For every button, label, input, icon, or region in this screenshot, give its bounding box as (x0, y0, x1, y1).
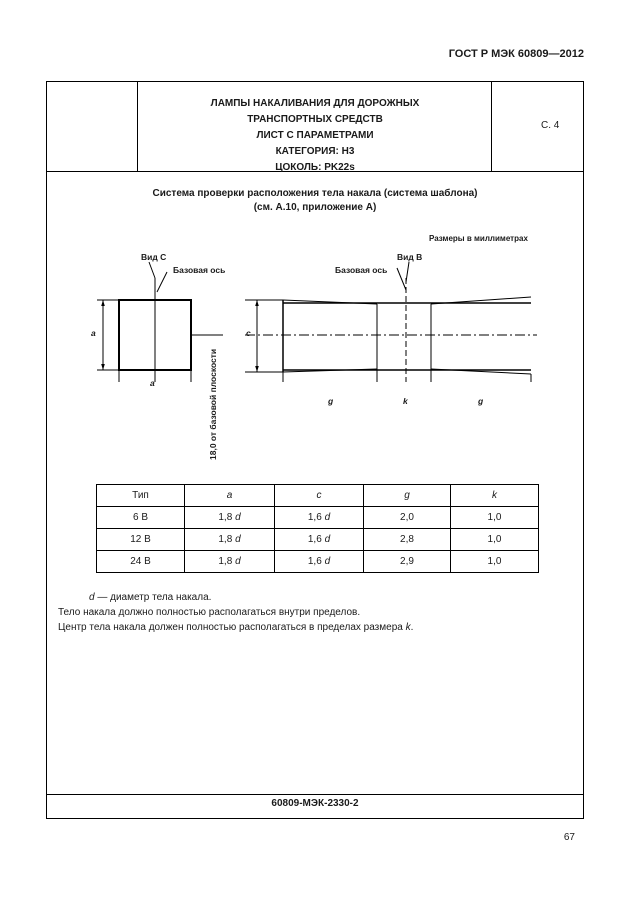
header-g: g (364, 485, 451, 507)
cell-a (185, 507, 275, 529)
note-text: Центр тела накала должен полностью располагаться в пределах размера (58, 622, 406, 633)
page-ref: С. 4 (541, 120, 560, 131)
view-b-label: Вид В (397, 252, 423, 262)
title-line: КАТЕГОРИЯ: Н3 (275, 146, 355, 157)
cell-type: 6 В (97, 507, 185, 529)
dim-a-horizontal-label: a (150, 378, 155, 388)
title-line: ЦОКОЛЬ: PK22s (275, 162, 355, 173)
note-line (58, 590, 413, 605)
header-a: a (185, 485, 275, 507)
dim-a-vertical-label: a (91, 328, 96, 338)
note-line (58, 620, 413, 635)
cell-k: 1,0 (451, 507, 539, 529)
cell-a-number: 1,8 (218, 556, 236, 567)
dim-c-label: c (246, 328, 251, 338)
notes (58, 590, 413, 635)
parameters-table (96, 484, 539, 573)
cell-c-number: 1,6 (307, 512, 325, 523)
reference-plane-label: 18,0 от базовой плоскости (208, 348, 218, 460)
cell-c (275, 551, 364, 573)
cell-k: 1,0 (451, 551, 539, 573)
standard-number: ГОСТ Р МЭК 60809—2012 (448, 48, 584, 60)
title-line: ЛАМПЫ НАКАЛИВАНИЯ ДЛЯ ДОРОЖНЫХ (210, 98, 420, 109)
dim-k-label: k (403, 396, 408, 406)
sheet-frame (46, 81, 584, 819)
page-number: 67 (563, 832, 575, 843)
cell-a-variable: d (235, 556, 241, 567)
cell-c-number: 1,6 (307, 534, 325, 545)
note-line: Тело накала должно полностью располагаться внутри пределов. (58, 607, 361, 618)
cell-c-variable: d (324, 534, 331, 545)
table-header-row (97, 485, 539, 507)
base-axis-label-right: Базовая ось (335, 265, 388, 275)
cell-a (185, 551, 275, 573)
cell-type: 24 В (97, 551, 185, 573)
cell-c-variable: d (324, 556, 331, 567)
cell-c (275, 507, 364, 529)
note-variable: d (89, 592, 95, 603)
header-k: k (451, 485, 539, 507)
view-c-label: Вид С (141, 252, 167, 262)
cell-a (185, 529, 275, 551)
sheet-code: 60809-МЭК-2330-2 (271, 798, 359, 809)
note-text: — диаметр тела накала. (94, 592, 212, 603)
cell-a-variable: d (235, 534, 241, 545)
table-row (97, 507, 539, 529)
cell-c-variable: d (324, 512, 331, 523)
base-axis-label-left: Базовая ось (173, 265, 226, 275)
table-row (97, 551, 539, 573)
cell-c-number: 1,6 (307, 556, 325, 567)
cell-g: 2,8 (364, 529, 451, 551)
cell-a-variable: d (235, 512, 241, 523)
subtitle-line: (см. А.10, приложение А) (253, 202, 377, 213)
header-type: Тип (97, 485, 185, 507)
units-note: Размеры в миллиметрах (429, 234, 528, 243)
dim-g-right-label: g (478, 396, 484, 406)
header-c: c (275, 485, 364, 507)
title-line: ТРАНСПОРТНЫХ СРЕДСТВ (247, 114, 383, 125)
cell-g: 2,0 (364, 507, 451, 529)
note-variable: k (405, 622, 411, 633)
note-text: . (410, 622, 414, 633)
table-row (97, 529, 539, 551)
cell-k: 1,0 (451, 529, 539, 551)
cell-type: 12 В (97, 529, 185, 551)
cell-c (275, 529, 364, 551)
title-line: ЛИСТ С ПАРАМЕТРАМИ (256, 130, 374, 141)
cell-a-number: 1,8 (218, 534, 236, 545)
cell-a-number: 1,8 (218, 512, 236, 523)
filament-gauge-drawing (47, 82, 585, 382)
dim-g-left-label: g (328, 396, 334, 406)
subtitle-line: Система проверки расположения тела накала (система шаблона) (152, 188, 478, 199)
footer-divider (47, 794, 583, 795)
cell-g: 2,9 (364, 551, 451, 573)
